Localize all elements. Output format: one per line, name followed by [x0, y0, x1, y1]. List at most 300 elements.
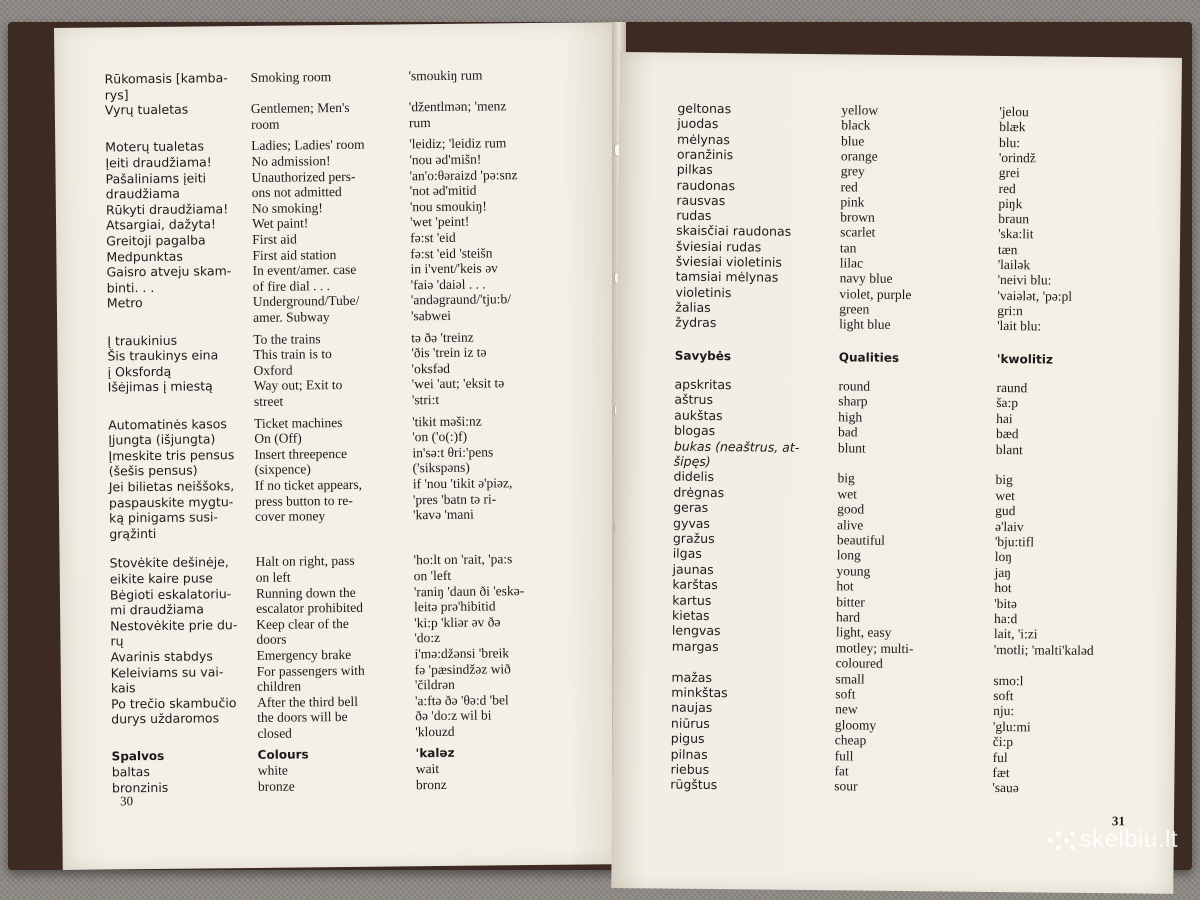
- english-term: hot: [836, 578, 854, 594]
- english-term: green: [839, 301, 870, 317]
- pronunciation-term: jaŋ: [994, 564, 1012, 580]
- english-term: bronze: [257, 778, 295, 794]
- quality-row: [613, 699, 1175, 719]
- lithuanian-term: kais: [110, 680, 136, 696]
- english-term: blue: [841, 132, 865, 149]
- pronunciation-term: nju:: [993, 703, 1015, 719]
- quality-row: [614, 607, 1176, 627]
- english-term: of fire dial . . .: [252, 277, 331, 294]
- pronunciation-term: 'a:ftə ðə 'θə:d 'bel: [414, 692, 509, 709]
- pronunciation-term: in i'vent/'keis əv: [410, 260, 498, 277]
- lithuanian-term: šviesiai violetinis: [675, 253, 783, 270]
- pronunciation-term: 'stri:t: [411, 391, 440, 408]
- quality-row: [614, 622, 1176, 642]
- english-term: Ladies; Ladies' room: [251, 137, 365, 154]
- english-term: No admission!: [251, 153, 331, 169]
- pronunciation-term: grei: [998, 165, 1020, 181]
- english-term: round: [838, 378, 871, 394]
- lithuanian-term: Į traukinius: [107, 332, 178, 349]
- english-term: Running down the: [255, 584, 356, 601]
- lithuanian-term: pilkas: [676, 161, 713, 178]
- pronunciation-term: red: [998, 180, 1016, 196]
- english-term: Oxford: [253, 362, 293, 378]
- watermark-text: skelbiu.lt: [1079, 826, 1178, 853]
- english-term: sour: [834, 778, 858, 794]
- english-term: small: [835, 670, 865, 687]
- english-term: light blue: [839, 316, 891, 333]
- english-term: Smoking room: [250, 69, 332, 85]
- english-term: ons not admitted: [251, 184, 342, 201]
- english-term: Unauthorized pers-: [251, 168, 356, 185]
- english-term: the doors will be: [257, 709, 348, 726]
- pronunciation-term: 'džentlmən; 'menz: [408, 98, 507, 115]
- lithuanian-term: Avarinis stabdys: [110, 648, 213, 665]
- english-term: Insert threepence: [254, 445, 348, 462]
- pronunciation-term: 'andəgraund/'tju:b/: [410, 291, 512, 308]
- lithuanian-term: naujas: [671, 699, 713, 716]
- quality-row: [616, 407, 1178, 426]
- lithuanian-term: margas: [671, 638, 719, 654]
- english-term: This train is to: [253, 346, 332, 363]
- english-term: fat: [834, 763, 849, 779]
- vocabulary-row: [55, 97, 617, 118]
- english-term: cheap: [834, 732, 867, 748]
- lithuanian-term: blogas: [673, 422, 716, 439]
- pronunciation-term: on 'left: [413, 567, 452, 584]
- lithuanian-term: Medpunktas: [106, 248, 183, 265]
- section-heading-lithuanian: Savybės: [674, 348, 732, 364]
- lithuanian-term: Šis traukinys eina: [107, 347, 219, 364]
- english-term: cover money: [255, 508, 326, 525]
- english-term: coloured: [835, 655, 883, 671]
- lithuanian-term: žydras: [675, 314, 717, 331]
- english-term: scarlet: [840, 224, 876, 241]
- pronunciation-term: 'ki:p 'kliər əv ðə: [414, 614, 501, 631]
- quality-row: [615, 530, 1177, 550]
- english-term: Wet paint!: [251, 215, 309, 232]
- lithuanian-term: geras: [673, 499, 709, 516]
- pronunciation-term: ha:d: [994, 610, 1018, 627]
- vocabulary-row: [58, 412, 620, 433]
- english-term: First aid station: [252, 246, 337, 263]
- colour-row: [619, 100, 1181, 120]
- pronunciation-term: 'sabwei: [410, 307, 452, 324]
- lithuanian-term: lengvas: [671, 622, 721, 639]
- quality-row: [615, 515, 1177, 534]
- pronunciation-term: 'vaiələt, 'pə:pl: [997, 287, 1073, 304]
- english-term: press button to re-: [254, 492, 353, 509]
- lithuanian-term: apskritas: [674, 376, 732, 393]
- english-term: bad: [837, 424, 858, 440]
- pronunciation-term: hai: [996, 410, 1013, 426]
- pronunciation-term: fæt: [992, 764, 1010, 781]
- lithuanian-term: mėlynas: [677, 131, 731, 147]
- english-term: Emergency brake: [256, 646, 352, 663]
- colour-row: [618, 253, 1180, 273]
- english-term: Halt on right, pass: [255, 553, 355, 570]
- english-term: escalator prohibited: [256, 599, 364, 617]
- english-term: grey: [840, 163, 865, 179]
- colour-row: [619, 115, 1181, 135]
- pronunciation-term: 'wet 'peint!: [409, 214, 470, 230]
- pronunciation-term: ful: [992, 749, 1008, 765]
- english-term: navy blue: [839, 270, 893, 287]
- english-term: Ticket machines: [254, 414, 343, 431]
- lithuanian-term: mi draudžiama: [110, 601, 204, 618]
- colour-row: [619, 146, 1181, 166]
- pronunciation-term: lait, 'i:zi: [993, 626, 1038, 642]
- english-term: Keep clear of the: [256, 615, 349, 632]
- vocabulary-row: [61, 691, 623, 712]
- lithuanian-term: į Oksfordą: [107, 363, 172, 380]
- english-term: white: [257, 762, 288, 779]
- pronunciation-term: 'wei 'aut; 'eksit tə: [411, 375, 505, 392]
- english-term: on left: [255, 569, 291, 585]
- lithuanian-term: Moterų tualetas: [105, 138, 205, 155]
- quality-row: [615, 576, 1177, 596]
- english-term: blunt: [837, 439, 866, 456]
- quality-row: [615, 561, 1177, 580]
- lithuanian-term: grąžinti: [109, 525, 157, 542]
- lithuanian-term: gražus: [672, 530, 715, 547]
- vocabulary-row: [54, 66, 616, 87]
- right-page: [611, 52, 1182, 894]
- english-term: To the trains: [253, 330, 321, 347]
- quality-row: [616, 391, 1178, 411]
- colour-row: [619, 176, 1181, 196]
- lithuanian-term: ką pinigams susi-: [109, 509, 219, 526]
- pronunciation-term: 'do:z: [414, 630, 441, 646]
- english-term: doors: [256, 631, 287, 648]
- quality-row: [616, 468, 1178, 488]
- section-heading-pronunciation: 'kwolitiz: [996, 351, 1053, 367]
- lithuanian-term: Rūkyti draudžiama!: [105, 200, 229, 218]
- english-term: On (Off): [254, 430, 302, 447]
- english-term: Gentlemen; Men's: [250, 100, 350, 117]
- colour-row: [618, 238, 1180, 257]
- lithuanian-term: ilgas: [672, 545, 702, 562]
- pronunciation-term: smo:l: [993, 672, 1024, 688]
- quality-row: [615, 499, 1177, 519]
- lithuanian-term: šviesiai rudas: [675, 238, 762, 255]
- pronunciation-term: 'čildrən: [414, 677, 455, 693]
- english-term: hard: [836, 609, 861, 625]
- english-term: motley; multi-: [835, 640, 914, 656]
- section-heading-english: Qualities: [838, 350, 900, 365]
- pronunciation-term: 'smoukiŋ rum: [408, 67, 483, 84]
- lithuanian-term: Keleiviams su vai-: [110, 663, 224, 681]
- english-term: brown: [840, 209, 875, 225]
- section-heading-row: [617, 348, 1179, 367]
- colour-row: [618, 284, 1180, 304]
- pronunciation-term: 'lait blu:: [997, 318, 1042, 334]
- english-term: No smoking!: [251, 199, 323, 216]
- quality-row: [615, 545, 1177, 565]
- pronunciation-term: 'jelou: [999, 103, 1029, 120]
- pronunciation-term: 'lailək: [997, 256, 1031, 273]
- english-term: street: [253, 393, 284, 409]
- lithuanian-term: juodas: [677, 115, 719, 132]
- english-term: yellow: [841, 102, 879, 118]
- pronunciation-term: fə:st 'eid 'steišn: [410, 245, 493, 261]
- quality-row: [616, 422, 1178, 442]
- pronunciation-term: 'faiə 'daiəl . . .: [410, 276, 486, 293]
- vocabulary-row: [57, 328, 619, 349]
- pronunciation-term: bæd: [995, 426, 1019, 442]
- pronunciation-term: raund: [996, 379, 1028, 396]
- lithuanian-term: Įmeskite tris pensus: [108, 446, 235, 464]
- english-term: Underground/Tube/: [252, 293, 360, 310]
- pronunciation-term: tə ðə 'treinz: [411, 329, 474, 345]
- lithuanian-term: aštrus: [674, 391, 714, 408]
- english-term: First aid: [252, 231, 297, 247]
- lithuanian-term: riebus: [670, 761, 710, 777]
- quality-row: [615, 484, 1177, 503]
- pronunciation-term: 'kaləz: [415, 745, 455, 760]
- colour-row: [619, 131, 1181, 150]
- pronunciation-term: 'bju:tifl: [994, 533, 1035, 550]
- lithuanian-term: rys]: [104, 86, 129, 103]
- pronunciation-term: leitə prə'hibitid: [414, 598, 496, 615]
- lithuanian-term: raudonas: [676, 177, 736, 193]
- pronunciation-term: fə:st 'eid: [410, 229, 456, 246]
- lithuanian-term: Išėjimas į miestą: [107, 378, 213, 395]
- english-term: pink: [840, 194, 865, 210]
- english-term: sharp: [838, 393, 868, 410]
- lithuanian-term: rudas: [676, 207, 712, 224]
- lithuanian-term: rausvas: [676, 192, 726, 208]
- lithuanian-term: bronzinis: [111, 779, 169, 796]
- pronunciation-term: wet: [995, 487, 1015, 503]
- vocabulary-row: [55, 134, 617, 155]
- english-term: If no ticket appears,: [254, 476, 363, 493]
- lithuanian-term: aukštas: [674, 407, 723, 423]
- lithuanian-term: Gaisro atveju skam-: [106, 263, 232, 280]
- pronunciation-term: hot: [994, 580, 1012, 596]
- pronunciation-term: ə'laiv: [994, 518, 1024, 534]
- lithuanian-term: žalias: [675, 299, 711, 315]
- english-term: In event/amer. case: [252, 262, 357, 279]
- lithuanian-term: Nestovėkite prie du-: [110, 616, 238, 634]
- english-term: For passengers with: [256, 662, 365, 679]
- lithuanian-term: violetinis: [675, 284, 732, 300]
- lithuanian-term: gyvas: [672, 515, 711, 531]
- lithuanian-term: pilnas: [670, 746, 708, 762]
- vocabulary-row: [62, 744, 624, 764]
- lithuanian-term: eikite kaire puse: [109, 570, 214, 587]
- lithuanian-term: baltas: [111, 764, 151, 780]
- lithuanian-term: karštas: [672, 576, 718, 593]
- left-page: [54, 22, 625, 870]
- pronunciation-term: 'tikit məši:nz: [412, 413, 482, 429]
- english-term: long: [836, 547, 861, 563]
- quality-row: [613, 746, 1175, 765]
- pronunciation-term: rum: [408, 114, 431, 131]
- lithuanian-term: binti. . .: [106, 279, 155, 296]
- lithuanian-term: Greitoji pagalba: [106, 232, 206, 249]
- lithuanian-term: skaisčiai raudonas: [676, 222, 792, 240]
- pronunciation-term: i'mə:džənsi 'breik: [414, 645, 510, 662]
- pronunciation-term: gri:n: [997, 302, 1023, 319]
- english-term: violet, purple: [839, 285, 912, 302]
- quality-row: [614, 638, 1176, 658]
- lithuanian-term: Spalvos: [111, 748, 165, 764]
- pronunciation-term: 'oksfəd: [411, 360, 451, 377]
- pronunciation-term: 'kavə 'mani: [413, 506, 474, 523]
- english-term: new: [835, 701, 858, 717]
- pronunciation-term: blu:: [998, 134, 1021, 150]
- lithuanian-term: bukas (neaštrus, at-: [673, 438, 800, 455]
- pronunciation-term: braun: [998, 211, 1030, 227]
- english-term: children: [256, 678, 302, 695]
- lithuanian-term: didelis: [673, 468, 715, 485]
- english-term: orange: [840, 148, 878, 164]
- english-term: After the third bell: [256, 693, 358, 710]
- pronunciation-term: if 'nou 'tikit ə'piəz,: [412, 475, 513, 492]
- quality-row: [617, 376, 1179, 396]
- lithuanian-term: (šešis pensus): [108, 462, 198, 479]
- colour-row: [618, 222, 1180, 242]
- english-term: lilac: [839, 255, 864, 271]
- pronunciation-term: soft: [993, 687, 1014, 704]
- colour-row: [617, 314, 1179, 334]
- lithuanian-term: kartus: [672, 592, 712, 608]
- lithuanian-term: jaunas: [672, 561, 714, 577]
- pronunciation-term: ðə 'do:z wil bi: [415, 707, 492, 724]
- lithuanian-term: šipęs): [673, 453, 711, 469]
- pronunciation-term: 'glu:mi: [992, 718, 1031, 735]
- lithuanian-term: Automatinės kasos: [108, 415, 227, 433]
- lithuanian-term: durys uždaromos: [111, 710, 220, 727]
- vocabulary-row: [61, 644, 623, 665]
- pronunciation-term: 'raniŋ 'daun ði 'eskə-: [413, 582, 525, 599]
- english-term: good: [837, 501, 865, 517]
- colour-row: [619, 192, 1181, 212]
- english-term: room: [250, 116, 280, 132]
- quality-row: [613, 761, 1175, 781]
- english-term: high: [838, 409, 863, 425]
- pronunciation-term: wait: [415, 761, 440, 777]
- lithuanian-term: tamsiai mėlynas: [675, 268, 779, 285]
- lithuanian-term: Įeiti draudžiama!: [105, 154, 212, 171]
- lithuanian-term: Bėgioti eskalatoriu-: [109, 585, 232, 603]
- pronunciation-term: big: [995, 472, 1013, 488]
- english-term: Way out; Exit to: [253, 377, 343, 394]
- quality-row: [613, 715, 1175, 735]
- pronunciation-term: či:p: [992, 734, 1014, 750]
- english-term: bitter: [836, 593, 865, 610]
- pronunciation-term: loŋ: [994, 549, 1012, 565]
- lithuanian-term: Jei bilietas neiššoks,: [108, 478, 235, 495]
- pronunciation-term: 'sauə: [992, 780, 1019, 796]
- quality-row: [613, 730, 1175, 750]
- lithuanian-term: Vyrų tualetas: [104, 101, 189, 118]
- pronunciation-term: 'nou smoukiŋ!: [409, 198, 487, 215]
- english-term: light, easy: [835, 624, 892, 641]
- lithuanian-term: minkštas: [671, 684, 728, 701]
- pronunciation-term: blæk: [999, 119, 1026, 135]
- quality-row: [616, 453, 1178, 469]
- pronunciation-term: ša:p: [996, 395, 1019, 411]
- pronunciation-term: 'on ('o(:)f): [412, 428, 468, 445]
- pronunciation-term: 'ska:lit: [998, 226, 1034, 242]
- pronunciation-term: in'sə:t θri:'pens: [412, 444, 494, 461]
- pronunciation-term: piŋk: [998, 195, 1023, 212]
- english-term: beautiful: [836, 532, 885, 548]
- pronunciation-term: 'klouzd: [415, 723, 455, 740]
- english-term: soft: [835, 686, 856, 702]
- lithuanian-term: paspauskite mygtu-: [108, 493, 234, 511]
- pronunciation-term: gud: [995, 503, 1016, 519]
- vocabulary-row: [60, 550, 622, 571]
- lithuanian-term: drėgnas: [673, 484, 725, 500]
- english-term: full: [834, 747, 854, 764]
- colour-row: [618, 268, 1180, 288]
- lithuanian-term: Rūkomasis [kamba-: [104, 70, 228, 87]
- lithuanian-term: kietas: [672, 607, 710, 623]
- english-term: closed: [257, 725, 292, 741]
- lithuanian-term: geltonas: [677, 100, 732, 117]
- watermark: [1048, 826, 1178, 854]
- pronunciation-term: 'ho:lt on 'rait, 'pa:s: [413, 551, 513, 568]
- pronunciation-term: 'ðis 'trein iz tə: [411, 344, 487, 361]
- pronunciation-term: 'bitə: [994, 595, 1018, 611]
- quality-row: [613, 684, 1175, 704]
- lithuanian-term: Pašaliniams įeiti: [105, 170, 207, 187]
- lithuanian-term: mažas: [671, 669, 713, 685]
- english-term: (sixpence): [254, 461, 311, 478]
- lithuanian-term: Po trečio skambučio: [111, 694, 237, 712]
- colour-row: [619, 161, 1181, 181]
- lithuanian-term: Stovėkite dešinėje,: [109, 554, 229, 571]
- colour-row: [618, 207, 1180, 227]
- lithuanian-term: rų: [110, 633, 124, 649]
- english-term: red: [840, 178, 858, 194]
- pronunciation-term: 'pres 'batn tə ri-: [412, 490, 497, 507]
- pronunciation-term: 'leidiz; 'leidiz rum: [409, 135, 507, 152]
- english-term: black: [841, 117, 871, 133]
- pronunciation-term: 'motli; 'malti'kaləd: [993, 641, 1094, 658]
- english-term: young: [836, 563, 871, 579]
- pronunciation-term: ('sikspəns): [412, 460, 470, 476]
- watermark-logo-icon: [1048, 829, 1076, 853]
- pronunciation-term: 'an'o:θəraizd 'pə:snz: [409, 166, 518, 183]
- quality-row: [614, 669, 1176, 688]
- pronunciation-term: blant: [995, 441, 1023, 457]
- pronunciation-term: 'neivi blu:: [997, 272, 1052, 288]
- lithuanian-term: Įjungta (išjungta): [108, 431, 216, 448]
- lithuanian-term: niūrus: [670, 715, 710, 731]
- english-term: big: [837, 470, 855, 486]
- lithuanian-term: Metro: [106, 295, 143, 311]
- lithuanian-term: draudžiama: [105, 185, 180, 202]
- lithuanian-term: oranžinis: [676, 146, 734, 163]
- quality-row: [616, 438, 1178, 457]
- lithuanian-term: pigus: [670, 730, 705, 747]
- english-term: gloomy: [834, 717, 877, 733]
- english-term: tan: [839, 240, 857, 256]
- book-cover: [8, 22, 1192, 870]
- pronunciation-term: fə 'pæsindžəz wið: [414, 660, 511, 677]
- pronunciation-term: 'orindž: [998, 149, 1036, 166]
- pronunciation-term: bronz: [415, 776, 447, 793]
- english-term: alive: [836, 516, 864, 533]
- quality-row: [614, 592, 1176, 611]
- english-term: amer. Subway: [252, 309, 330, 325]
- lithuanian-term: Atsargiai, dažyta!: [105, 216, 217, 233]
- lithuanian-term: rūgštus: [670, 776, 718, 793]
- pronunciation-term: 'not əd'mitid: [409, 182, 477, 199]
